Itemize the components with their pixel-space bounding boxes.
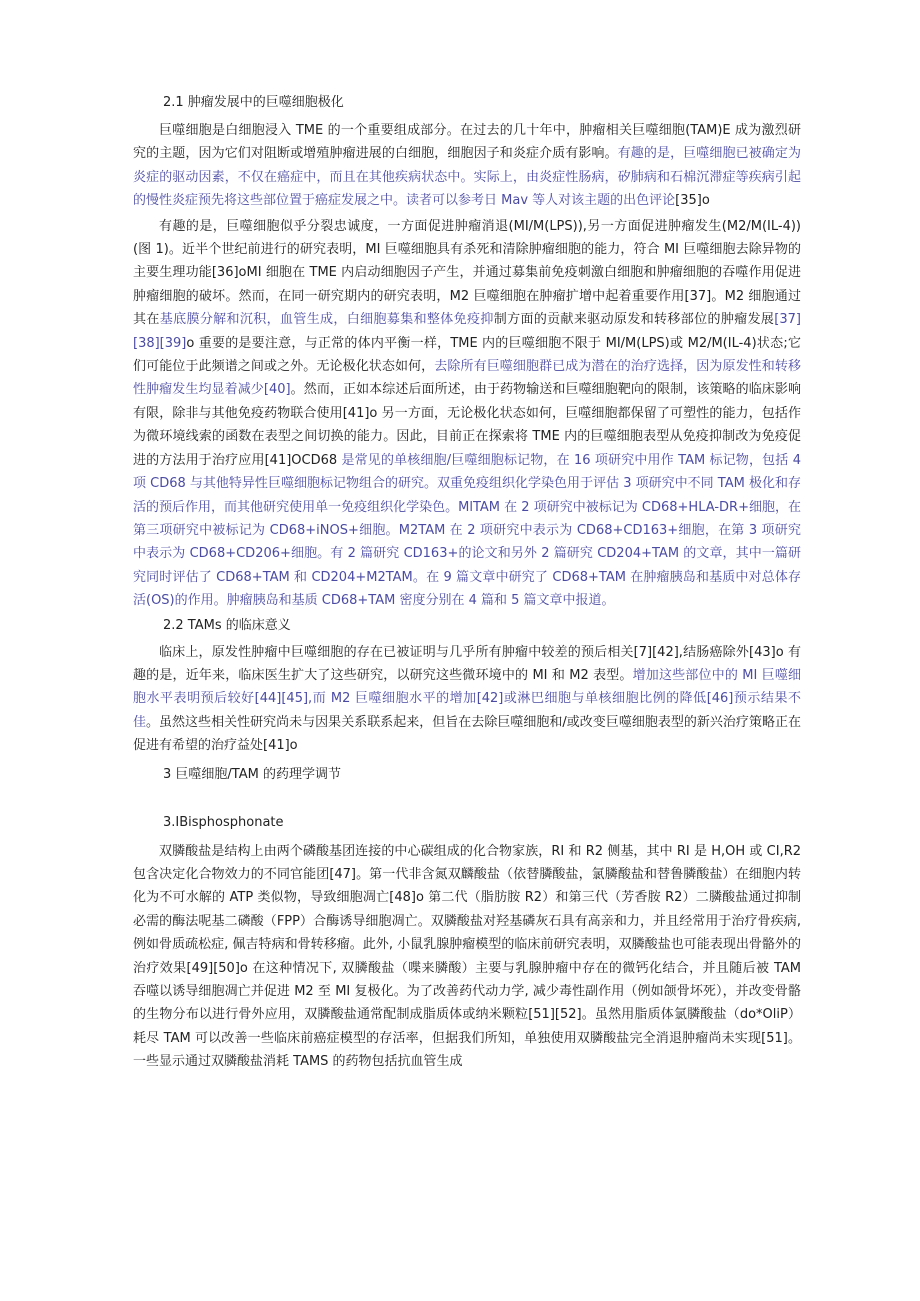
paragraph-bisphosphonate: 双膦酸盐是结构上由两个磷酸基团连接的中心碳组成的化合物家族，RI 和 R2 侧基，其中 RI 是 H,OH 或 CI,R2 包含决定化合物效力的不同官能团[47]。第一代非含氮双麟酸盐（依替膦酸盐，氯膦酸盐和替鲁膦酸盐）在细胞内转化为不可水解的 ATP 类似物，导致细胞凋亡[48]o 第二代（脂肪胺 R2）和第三代（芳香胺 R2）二膦酸盐通过抑制必需的酶法呢基二磷酸（FPP）合酶诱导细胞凋亡。双膦酸盐对羟基磷灰石具有高亲和力，并且经常用于治疗骨疾病, 例如骨质疏松症, 佩吉特病和骨转移瘤。此外, 小鼠乳腺肿瘤模型的临床前研究表明，双膦酸盐也可能表现出骨骼外的治疗效果[49][50]o 在这种情况下, 双膦酸盐（喋来膦酸）主要与乳腺肿瘤中存在的微钙化结合，并且随后被 TAM 吞噬以诱导细胞凋亡并促进 M2 至 MI 复极化。为了改善药代动力学, 减少毒性副作用（例如颌骨坏死），并改变骨骼的生物分布以进行骨外应用，双膦酸盐通常配制成脂质体或纳米颗粒[51][52]。虽然用脂质体氯膦酸盐（do*OliP）耗尽 TAM 可以改善一些临床前癌症模型的存活率，但据我们所知，单独使用双膦酸盐完全消退肿瘤尚未实现[51]。一些显示通过双膦酸盐消耗 TAMS 的药物包括抗血管生成 — [133, 843, 801, 1070]
section-heading-3: 3 巨噬细胞/TAM 的药理学调节 — [163, 766, 341, 782]
citation-link[interactable]: [46] — [706, 691, 734, 707]
text-run: 临床上，原发性肿瘤中巨噬细胞的存在已被证明与几乎所有肿瘤中较差的预后相关[7][42],结肠癌除外[43]o 有趣的是，近年来，临床医生扩大了这些研究，以研究这些微环境中的 MI 和 M2 表型。 — [133, 644, 801, 683]
highlighted-text-run: 是常见的单核细胞/巨噬细胞标记物，在 16 项研究中用作 TAM 标记物，包括 4 项 CD68 与其他特异性巨噬细胞标记物组合的研究。双重免疫组织化学染色用于评估 3 项研究中不同 TAM 极化和存活的预后作用，而其他研究使用单一免疫组织化学染色。MlTAM 在 2 项研究中被标记为 CD68+HLA-DR+细胞，在第三项研究中被标记为 CD68+iNOS+细胞。M2TAM 在 2 项研究中表示为 CD68+CD163+细胞，在第 3 项研究中表示为 CD68+CD206+细胞。有 2 篇研究 CD163+的论文和另外 2 篇研究 CD204+TAM 的文章，其中一篇研究同时评估了 CD68+TAM 和 CD204+M2TAM。在 9 篇文章中研究了 CD68+TAM 在肿瘤胰岛和基质中对总体存活(OS)的作用。肿瘤胰岛和基质 CD68+TAM 密度分别在 4 篇和 5 篇文章中报道。 — [133, 452, 801, 609]
citation-text: [35]o — [675, 193, 710, 209]
highlighted-text-run: 增加这些部位中的 MI 巨噬细胞水平表明预后较好 — [133, 667, 801, 707]
paragraph-tam-intro — [133, 119, 801, 213]
highlighted-text-run: 去除所有巨噬细胞群已成为潜在的治疗选择，因为原发性和转移性肿瘤发生均显着减少[40] — [133, 359, 801, 398]
paragraph-clinical-significance — [133, 641, 801, 758]
paragraph-polarization — [133, 215, 801, 613]
highlighted-text-run: 预示结果不佳 — [133, 691, 801, 730]
text-run: 巨噬细胞是白细胞浸入 TME 的一个重要组成部分。在过去的几十年中，肿瘤相关巨噬细胞(TAM)E 成为激烈研究的主题，因为它们对阻断或增殖肿瘤进展的白细胞，细胞因子和炎症介质有影响。 — [133, 123, 801, 162]
highlighted-text-run: 基底膜分解和沉积，血管生成，白细胞募集和整体免疫抑 — [159, 312, 494, 328]
document-page — [133, 92, 801, 1074]
section-heading-3-1: 3.IBisphosphonate — [163, 814, 284, 830]
text-run: 有趣的是，巨噬细胞似乎分裂忠诚度，一方面促进肿瘤消退(MI/M(LPS)),另一方面促进肿瘤发生(M2/M(IL-4))(图 1)。近半个世纪前进行的研究表明，MI 巨噬细胞具有杀死和清除肿瘤细胞的能力，符合 MI 巨噬细胞去除异物的主要生理功能[36]oMI 细胞在 TME 内启动细胞因子产生，并通过募集前免疫刺激白细胞和肿瘤细胞的吞噬作用促进肿瘤细胞的破坏。然而，在同一研究期内的研究表明，M2 巨噬细胞在肿瘤扩增中起着重要作用[37]。M2 细胞通过其在 — [133, 218, 801, 328]
highlighted-text-run: 或淋巴细胞与单核细胞比例的降低 — [503, 691, 707, 707]
citation-link[interactable]: [44][45] — [254, 691, 309, 707]
text-run: 。虽然这些相关性研究尚未与因果关系联系起来，但旨在去除巨噬细胞和/或改变巨噬细胞表型的新兴治疗策略正在促进有希望的治疗益处[41]o — [133, 714, 801, 754]
citation-link[interactable]: [37][38][39] — [133, 312, 801, 351]
citation-link[interactable]: [42] — [476, 691, 504, 707]
text-run: o 重要的是要注意，与正常的体内平衡一样，TME 内的巨噬细胞不限于 MI/M(LPS)或 M2/M(IL-4)状态;它们可能位于此频谱之间或之外。无论极化状态如何， — [133, 335, 801, 375]
text-run: 制方面的贡献来驱动原发和转移部位的肿瘤发展 — [493, 312, 775, 328]
highlighted-text-run: 有趣的是，巨噬细胞已被确定为炎症的驱动因素，不仅在癌症中，而且在其他疾病状态中。实际上，由炎症性肠病，矽肺病和石棉沉滞症等疾病引起的慢性炎症预先将这些部位置于癌症发展之中。读者可以参考日 Mav 等人对该主题的出色评论 — [133, 146, 801, 209]
section-heading-2-1: 2.1 肿瘤发展中的巨噬细胞极化 — [163, 95, 344, 110]
section-heading-2-2: 2.2 TAMs 的临床意义 — [163, 617, 291, 633]
text-run: 。然而，正如本综述后面所述，由于药物输送和巨噬细胞靶向的限制，该策略的临床影响有限，除非与其他免疫药物联合使用[41]o 另一方面，无论极化状态如何，巨噬细胞都保留了可塑性的能力，包括作为微环境线索的函数在表型之间切换的能力。因此，目前正在探索将 TME 内的巨噬细胞表型从免疫抑制改为免疫促进的方法用于治疗应用[41]OCD68 — [133, 382, 801, 468]
highlighted-text-run: ,而 M2 巨噬细胞水平的增加 — [308, 691, 477, 707]
